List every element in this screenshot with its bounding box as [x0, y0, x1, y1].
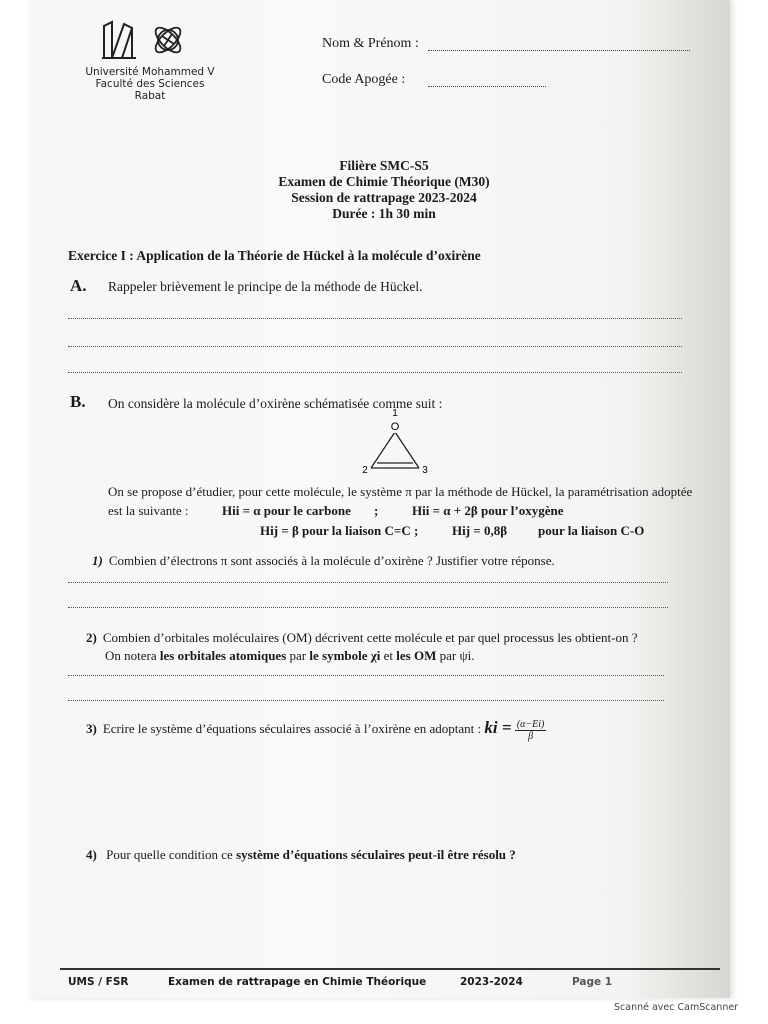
atom-number-1: 1	[392, 408, 398, 419]
atom-number-3: 3	[422, 465, 428, 476]
footer-page: Page 1	[572, 976, 613, 988]
question-4: 4) Pour quelle condition ce système d’équations séculaires peut-il être résolu ?	[86, 847, 516, 862]
param-intro: On se propose d’étudier, pour cette molécule, le système π par la méthode de Hückel, la paramétrisation adoptée	[108, 484, 693, 499]
answer-line[interactable]	[68, 582, 668, 583]
section-a-letter: A.	[70, 276, 87, 295]
param-hii-oxygen: Hii = α + 2β pour l’oxygène	[412, 503, 564, 518]
answer-line[interactable]	[68, 318, 682, 319]
university-logo	[98, 18, 198, 64]
exam-header: Filière SMC-S5 Examen de Chimie Théorique (M30) Session de rattrapage 2023-2024 Durée : 1h 30 min	[278, 158, 490, 221]
question-2-notation: On notera les orbitales atomiques par le symbole χi et les OM par ψi.	[105, 648, 475, 663]
code-label: Code Apogée :	[322, 72, 406, 87]
question-1: 1) Combien d’électrons π sont associés à la molécule d’oxirène ? Justifier votre réponse.	[92, 553, 555, 568]
camscanner-watermark: Scanné avec CamScanner	[614, 1002, 739, 1013]
section-b-letter: B.	[70, 392, 86, 411]
footer-title: Examen de rattrapage en Chimie Théorique	[168, 976, 427, 988]
page-footer	[60, 968, 720, 996]
k-variable: ki =	[484, 718, 512, 737]
answer-line[interactable]	[68, 675, 664, 676]
oxygen-atom-label: O	[390, 421, 400, 433]
answer-line[interactable]	[68, 372, 682, 373]
question-3: 3) Ecrire le système d’équations séculaires associé à l’oxirène en adoptant : ki = $\frac{(\alpha-Ei)}{\beta}$	[86, 718, 545, 742]
university-name: Université Mohammed V Faculté des Sciences Rabat	[85, 66, 215, 102]
footer-year: 2023-2024	[460, 976, 523, 988]
name-field[interactable]	[428, 50, 690, 51]
answer-line[interactable]	[68, 700, 664, 701]
footer-institution: UMS / FSR	[68, 976, 129, 988]
code-field[interactable]	[428, 86, 546, 87]
param-hij-co: Hij = 0,8β	[452, 523, 508, 538]
name-label: Nom & Prénom :	[322, 36, 419, 51]
answer-line[interactable]	[68, 346, 682, 347]
question-2: 2) Combien d’orbitales moléculaires (OM) décrivent cette molécule et par quel processus les obtient-on ?	[86, 630, 638, 645]
oxirene-molecule-diagram	[355, 408, 435, 478]
section-b-text: On considère la molécule d’oxirène schématisée comme suit :	[108, 396, 443, 411]
param-hij-cc: Hij = β pour la liaison C=C ;	[260, 523, 419, 538]
answer-line[interactable]	[68, 607, 668, 608]
param-separator: ;	[374, 503, 379, 518]
section-a-text: Rappeler brièvement le principe de la méthode de Hückel.	[108, 279, 423, 294]
param-hii-carbon: Hii = α pour le carbone	[222, 503, 351, 518]
exercise-title: Exercice I : Application de la Théorie de Hückel à la molécule d’oxirène	[68, 248, 481, 263]
param-intro-2: est la suivante :	[108, 503, 189, 518]
param-hij-co-label: pour la liaison C-O	[538, 523, 645, 538]
atom-number-2: 2	[362, 465, 368, 476]
k-fraction: $\frac{(\alpha-Ei)}{\beta}$	[516, 718, 545, 742]
